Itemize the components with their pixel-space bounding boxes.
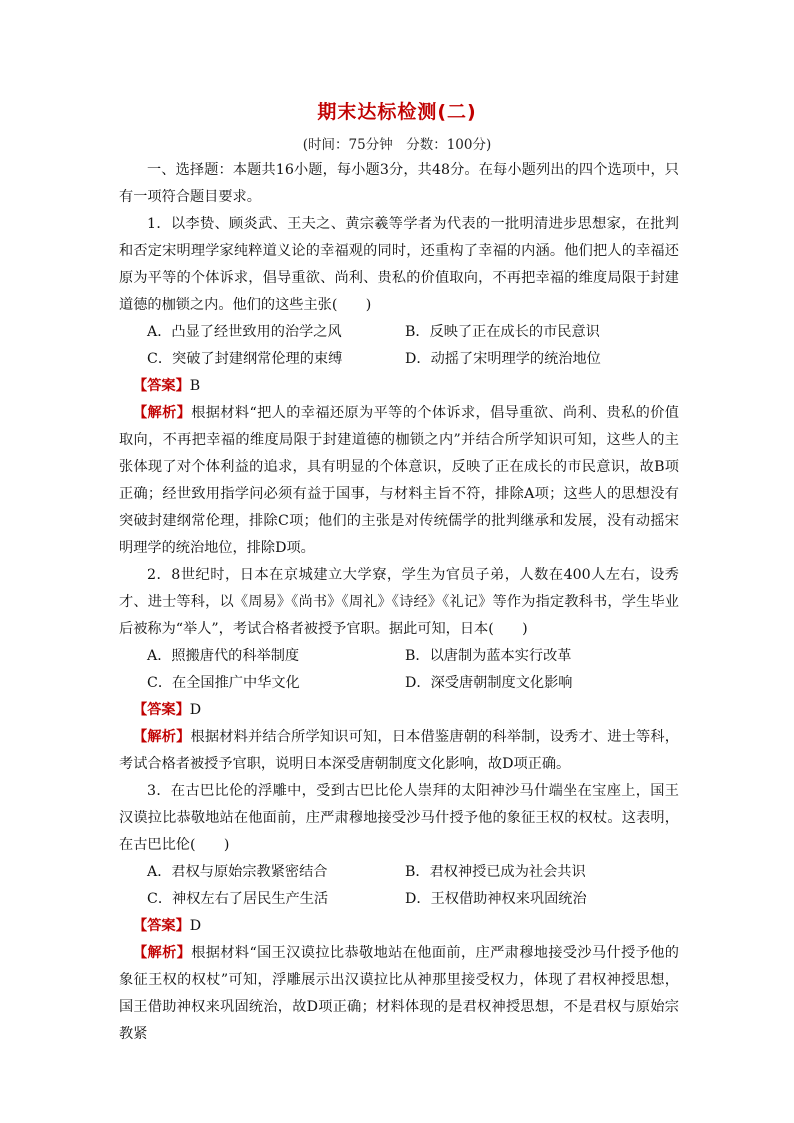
question-stem: 2．8世纪时，日本在京城建立大学寮，学生为官员子弟，人数在400人左右，设秀才、进士等科，以《周易》《尚书》《周礼》《诗经》《礼记》等作为指定教科书，学生毕业后被称为“举人”，考试合格者被授予官职。据此可知，日本( ) xyxy=(119,567,679,637)
question-2 xyxy=(119,562,679,778)
answer-value: D xyxy=(189,702,202,718)
exam-time-score: (时间：75分钟 分数：100分) xyxy=(302,137,492,153)
option-c: C．在全国推广中华文化 xyxy=(147,675,300,691)
question-stem: 3．在古巴比伦的浮雕中，受到古巴比伦人崇拜的太阳神沙马什端坐在宝座上，国王汉谟拉比恭敬地站在他面前，庄严肃穆地接受沙马什授予他的象征王权的权杖。这表明，在古巴比伦( ) xyxy=(119,783,679,853)
question-options xyxy=(119,319,679,373)
analysis-paragraph xyxy=(119,940,679,1048)
option-c: C．突破了封建纲常伦理的束缚 xyxy=(147,351,343,367)
analysis-label: 【解析】 xyxy=(133,405,192,421)
option-b: B．以唐制为蓝本实行改革 xyxy=(405,648,572,664)
answer-label: 【答案】 xyxy=(133,702,190,718)
question-stem: 1．以李贽、顾炎武、王夫之、黄宗羲等学者为代表的一批明清进步思想家，在批判和否定宋明理学家纯粹道义论的幸福观的同时，还重构了幸福的内涵。他们把人的幸福还原为平等的个体诉求，倡导重欲、尚利、贵私的价值取向，不再把幸福的维度局限于封建道德的枷锁之内。他们的这些主张( ) xyxy=(119,216,679,313)
option-b: B．君权神授已成为社会共识 xyxy=(405,864,586,880)
question-3 xyxy=(119,778,679,1048)
option-a: A．君权与原始宗教紧密结合 xyxy=(147,864,328,880)
option-c: C．神权左右了居民生产生活 xyxy=(147,891,329,907)
option-a: A．照搬唐代的科举制度 xyxy=(147,648,300,664)
answer-line xyxy=(119,913,679,940)
section-heading: 一、选择题：本题共16小题，每小题3分，共48分。在每小题列出的四个选项中，只有一项符合题目要求。 xyxy=(119,162,679,205)
option-b: B．反映了正在成长的市民意识 xyxy=(405,324,600,340)
answer-value: B xyxy=(189,378,201,394)
answer-label: 【答案】 xyxy=(133,918,190,934)
analysis-label: 【解析】 xyxy=(133,945,192,961)
option-d: D．王权借助神权来巩固统治 xyxy=(405,891,587,907)
analysis-text: 根据材料并结合所学知识可知，日本借鉴唐朝的科举制，设秀才、进士等科，考试合格者被授予官职，说明日本深受唐朝制度文化影响，故D项正确。 xyxy=(119,729,679,772)
answer-label: 【答案】 xyxy=(133,378,190,394)
page-title: 期末达标检测(二) xyxy=(317,101,477,123)
option-d: D．深受唐朝制度文化影响 xyxy=(405,675,573,691)
analysis-text: 根据材料“国王汉谟拉比恭敬地站在他面前，庄严肃穆地接受沙马什授予他的象征王权的权杖”可知，浮雕展示出汉谟拉比从神那里接受权力，体现了君权神授思想，国王借助神权来巩固统治，故D项正确；材料体现的是君权神授思想，不是君权与原始宗教紧 xyxy=(119,945,679,1042)
analysis-text: 根据材料“把人的幸福还原为平等的个体诉求，倡导重欲、尚利、贵私的价值取向，不再把幸福的维度局限于封建道德的枷锁之内”并结合所学知识可知，这些人的主张体现了对个体利益的追求，具有明显的个体意识，反映了正在成长的市民意识，故B项正确；经世致用指学问必须有益于国事，与材料主旨不符，排除A项；这些人的思想没有突破封建纲常伦理，排除C项；他们的主张是对传统儒学的批判继承和发展，没有动摇宋明理学的统治地位，排除D项。 xyxy=(119,405,679,556)
analysis-paragraph xyxy=(119,724,679,778)
exam-content xyxy=(119,157,679,1048)
answer-line xyxy=(119,373,679,400)
question-options xyxy=(119,643,679,697)
option-d: D．动摇了宋明理学的统治地位 xyxy=(405,351,601,367)
option-a: A．凸显了经世致用的治学之风 xyxy=(147,324,342,340)
question-options xyxy=(119,859,679,913)
question-1 xyxy=(119,211,679,562)
analysis-label: 【解析】 xyxy=(133,729,191,745)
answer-line xyxy=(119,697,679,724)
analysis-paragraph xyxy=(119,400,679,562)
answer-value: D xyxy=(189,918,202,934)
